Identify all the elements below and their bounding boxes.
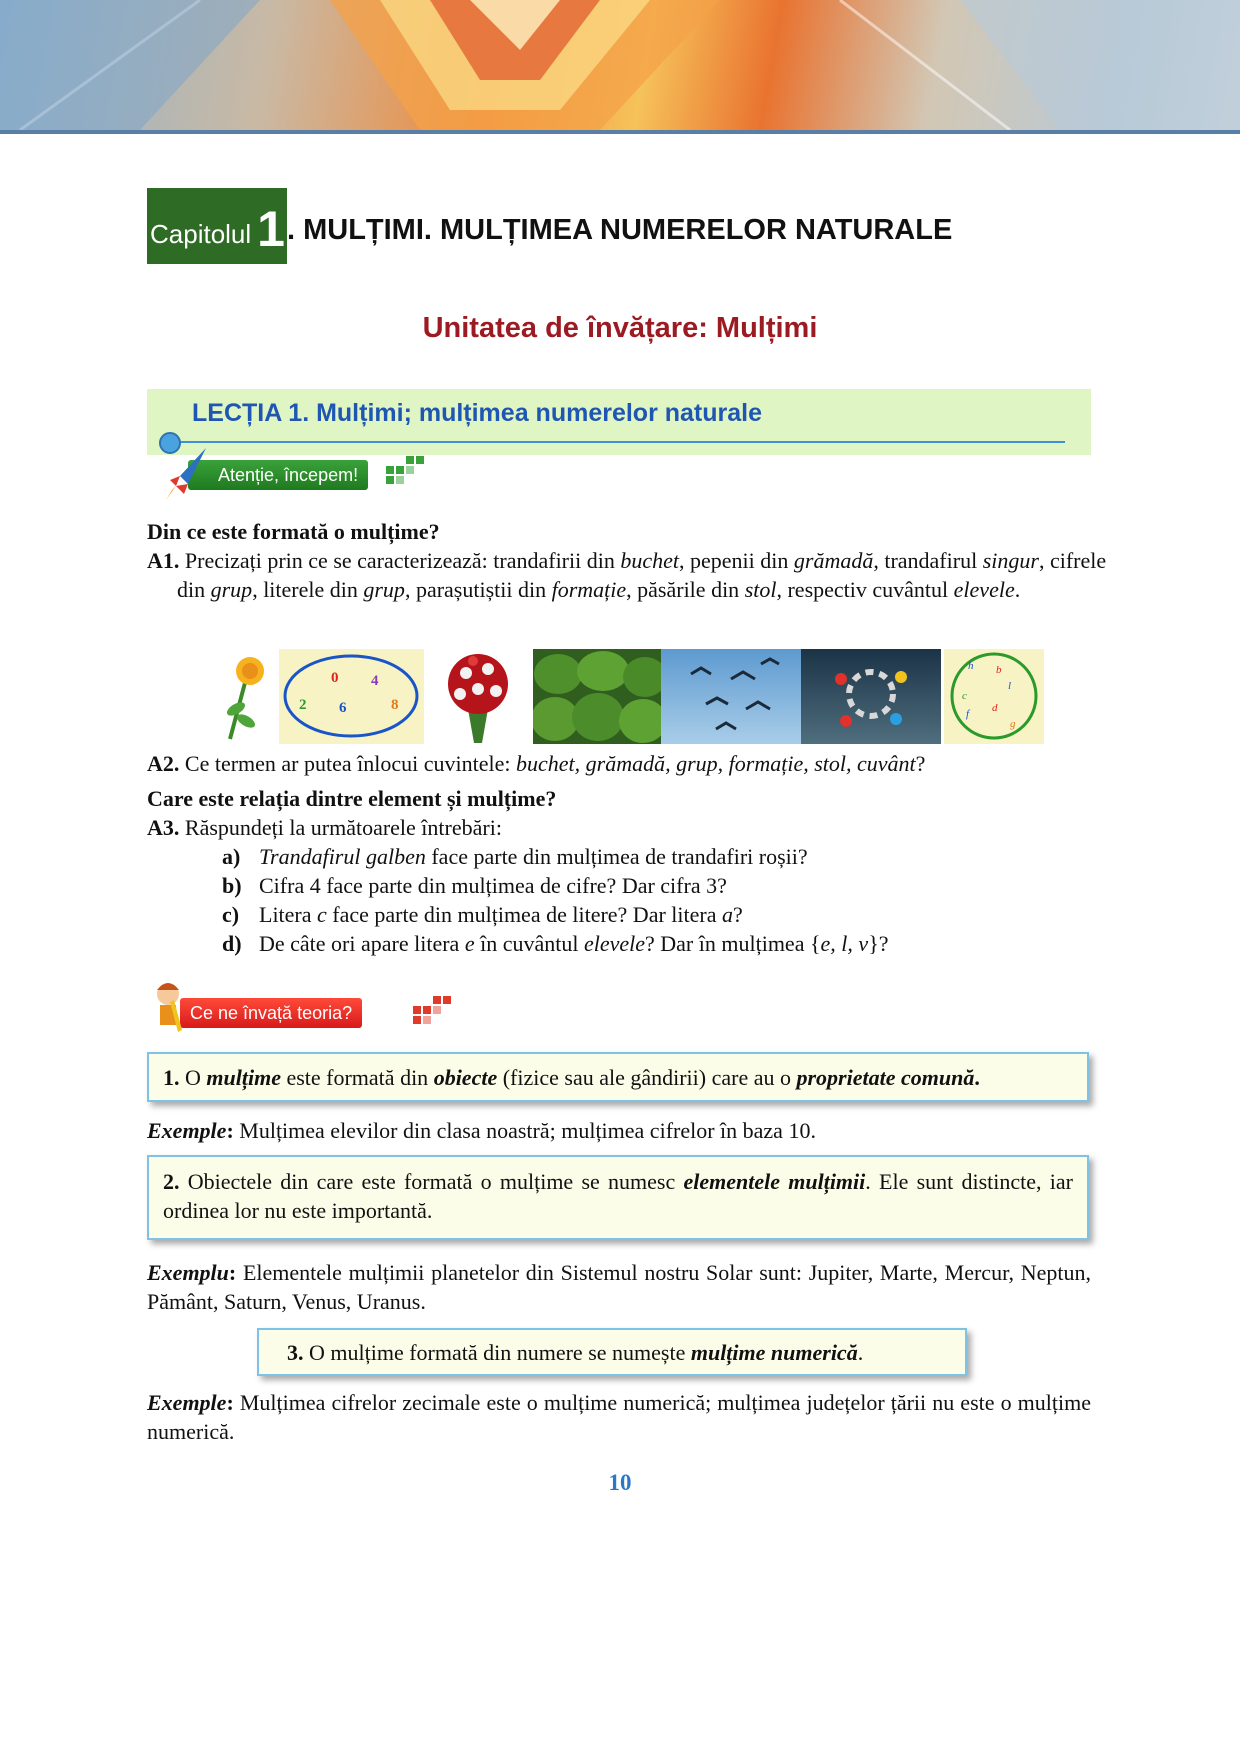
digit-label: 2 xyxy=(299,697,307,713)
item-text: în cuvântul xyxy=(474,931,584,956)
def-term: obiecte xyxy=(433,1065,498,1090)
a1-italic: grămadă xyxy=(793,548,874,573)
definition-box-1 xyxy=(147,1052,1089,1102)
a3-item-d xyxy=(222,929,889,958)
def-text: Obiectele din care este formată o mulțime se numesc xyxy=(179,1169,684,1194)
def-text: . xyxy=(857,1340,864,1365)
header-banner xyxy=(0,0,1240,130)
lesson-title: LECȚIA 1. Mulțimi; mulțimea numerelor naturale xyxy=(192,399,762,427)
digit-label: 6 xyxy=(339,700,347,716)
example-text: Mulțimea elevilor din clasa noastră; mulțimea cifrelor în baza 10. xyxy=(233,1118,816,1143)
a1-italic: buchet xyxy=(620,548,680,573)
def-number: 1. xyxy=(163,1065,180,1090)
letter-label: c xyxy=(962,690,967,702)
example-label: Exemple xyxy=(147,1118,227,1143)
letters-set-image xyxy=(944,649,1044,744)
item-italic: a xyxy=(721,902,733,927)
letter-label: b xyxy=(996,664,1002,676)
chapter-label-box xyxy=(147,188,287,264)
a3-text: Răspundeți la următoarele întrebări: xyxy=(179,815,502,840)
a3-label: A3. xyxy=(147,815,180,840)
def-number: 2. xyxy=(163,1169,180,1194)
a2-text: Ce termen ar putea înlocui cuvintele: xyxy=(179,751,516,776)
chapter-number: 1 xyxy=(257,201,285,257)
letter-label: d xyxy=(992,702,998,714)
rose-bouquet-image xyxy=(438,649,518,744)
a1-text: , pepenii din xyxy=(679,548,794,573)
a1-text: , literele din xyxy=(252,577,364,602)
item-label: c) xyxy=(222,902,240,927)
a1-italic: singur xyxy=(982,548,1039,573)
flock-of-birds-image xyxy=(661,649,801,744)
theory-badge-label: Ce ne învață teoria? xyxy=(180,998,362,1028)
watermelons-image xyxy=(533,649,661,744)
item-label: b) xyxy=(222,873,242,898)
a1-text: , respectiv cuvântul xyxy=(776,577,954,602)
item-text: Cifra 4 face parte din mulțimea de cifre? Dar cifra 3? xyxy=(259,873,727,898)
item-text: De câte ori apare litera xyxy=(259,931,465,956)
a1-text: , parașutiștii din xyxy=(404,577,552,602)
def-term: proprietate comună xyxy=(796,1065,975,1090)
def-text: . Ele sunt distincte, iar ordinea lor nu este importantă. xyxy=(163,1169,1073,1223)
rocket-icon xyxy=(160,446,210,506)
item-italic: e xyxy=(464,931,475,956)
chapter-word: Capitolul xyxy=(150,219,252,249)
start-badge xyxy=(160,454,430,492)
def-term: elementele mulțimii xyxy=(683,1169,866,1194)
start-badge-label: Atenție, începem! xyxy=(188,460,368,490)
item-text: face parte din mulțimea de trandafiri roșii? xyxy=(425,844,808,869)
digits-set-image xyxy=(279,649,424,744)
child-pencil-icon xyxy=(150,980,190,1040)
def-term: mulțime numerică xyxy=(690,1340,858,1365)
digit-label: 8 xyxy=(391,697,399,713)
item-label: a) xyxy=(222,844,241,869)
def-text: este formată din xyxy=(280,1065,434,1090)
skydivers-formation-image xyxy=(801,649,941,744)
letter-label: h xyxy=(968,660,974,672)
def-text: O xyxy=(179,1065,207,1090)
item-text: Litera xyxy=(259,902,318,927)
a1-paragraph xyxy=(147,546,1121,604)
a1-italic: grup xyxy=(363,577,405,602)
letter-label: l xyxy=(1008,680,1012,692)
a2-words: buchet, grămadă, grup, formație, stol, cuvânt xyxy=(516,751,916,776)
a1-italic: grup xyxy=(210,577,253,602)
digit-label: 4 xyxy=(371,673,379,689)
lesson-bar xyxy=(147,389,1091,455)
banner-divider xyxy=(0,130,1240,134)
item-text: }? xyxy=(868,931,889,956)
example-1 xyxy=(147,1116,1091,1145)
a1-text: Precizați prin ce se caracterizează: trandafirii din xyxy=(179,548,621,573)
a1-italic: formație xyxy=(551,577,627,602)
example-label: Exemple xyxy=(147,1390,227,1415)
item-italic: Trandafirul galben xyxy=(259,844,426,869)
a2-paragraph xyxy=(147,749,1091,778)
chapter-heading xyxy=(147,188,952,264)
lesson-underline xyxy=(177,441,1065,443)
def-number: 3. xyxy=(287,1340,304,1365)
q1-heading: Din ce este formată o mulțime? xyxy=(147,519,440,544)
example-colon: : xyxy=(226,1118,234,1143)
digit-label: 0 xyxy=(331,670,339,686)
def-text: . xyxy=(974,1065,980,1090)
a1-text: , cifrele din xyxy=(177,548,1107,602)
a1-text: , păsările din xyxy=(626,577,745,602)
a3-item-a xyxy=(222,842,808,871)
a3-item-c xyxy=(222,900,743,929)
yellow-rose-image xyxy=(216,649,276,744)
theory-badge xyxy=(150,994,460,1032)
letter-label: f xyxy=(966,708,970,720)
definition-box-2 xyxy=(147,1155,1089,1240)
chapter-title: . MULȚIMI. MULȚIMEA NUMERELOR NATURALE xyxy=(286,213,953,246)
item-italic: c xyxy=(317,902,327,927)
q2-heading: Care este relația dintre element și mulțime? xyxy=(147,786,557,811)
item-italic: elevele xyxy=(583,931,646,956)
example-text: Mulțimea cifrelor zecimale este o mulțime numerică; mulțimea județelor țării nu este o mulțime numerică. xyxy=(147,1390,1091,1444)
item-text: face parte din mulțimea de litere? Dar litera xyxy=(326,902,722,927)
page-number: 10 xyxy=(608,1470,632,1495)
a3-paragraph xyxy=(147,813,1091,842)
example-text: Elementele mulțimii planetelor din Sistemul nostru Solar sunt: Jupiter, Marte, Mercur, Neptun, Pământ, Saturn, Venus, Uranus. xyxy=(147,1260,1091,1314)
item-text: ? Dar în mulțimea { xyxy=(645,931,821,956)
example-3 xyxy=(147,1388,1091,1446)
unit-title: Unitatea de învățare: Mulțimi xyxy=(422,312,818,344)
def-term: mulțime xyxy=(206,1065,281,1090)
item-label: d) xyxy=(222,931,242,956)
example-colon: : xyxy=(228,1260,237,1285)
a2-end: ? xyxy=(915,751,926,776)
a1-text: , trandafirul xyxy=(873,548,983,573)
a1-italic: elevele xyxy=(953,577,1015,602)
example-label: Exemplu xyxy=(147,1260,229,1285)
item-text: ? xyxy=(732,902,743,927)
a1-italic: stol xyxy=(744,577,777,602)
example-colon: : xyxy=(226,1390,234,1415)
def-text: O mulțime formată din numere se numește xyxy=(303,1340,691,1365)
item-italic: e, l, v xyxy=(820,931,869,956)
a1-label: A1. xyxy=(147,548,180,573)
a1-text: . xyxy=(1014,577,1021,602)
a2-label: A2. xyxy=(147,751,180,776)
def-text: (fizice sau ale gândirii) care au o xyxy=(497,1065,797,1090)
banner-graphic xyxy=(0,0,1240,130)
definition-box-3 xyxy=(257,1328,967,1376)
example-2 xyxy=(147,1258,1091,1316)
a3-item-b xyxy=(222,871,727,900)
letter-label: g xyxy=(1010,718,1016,730)
